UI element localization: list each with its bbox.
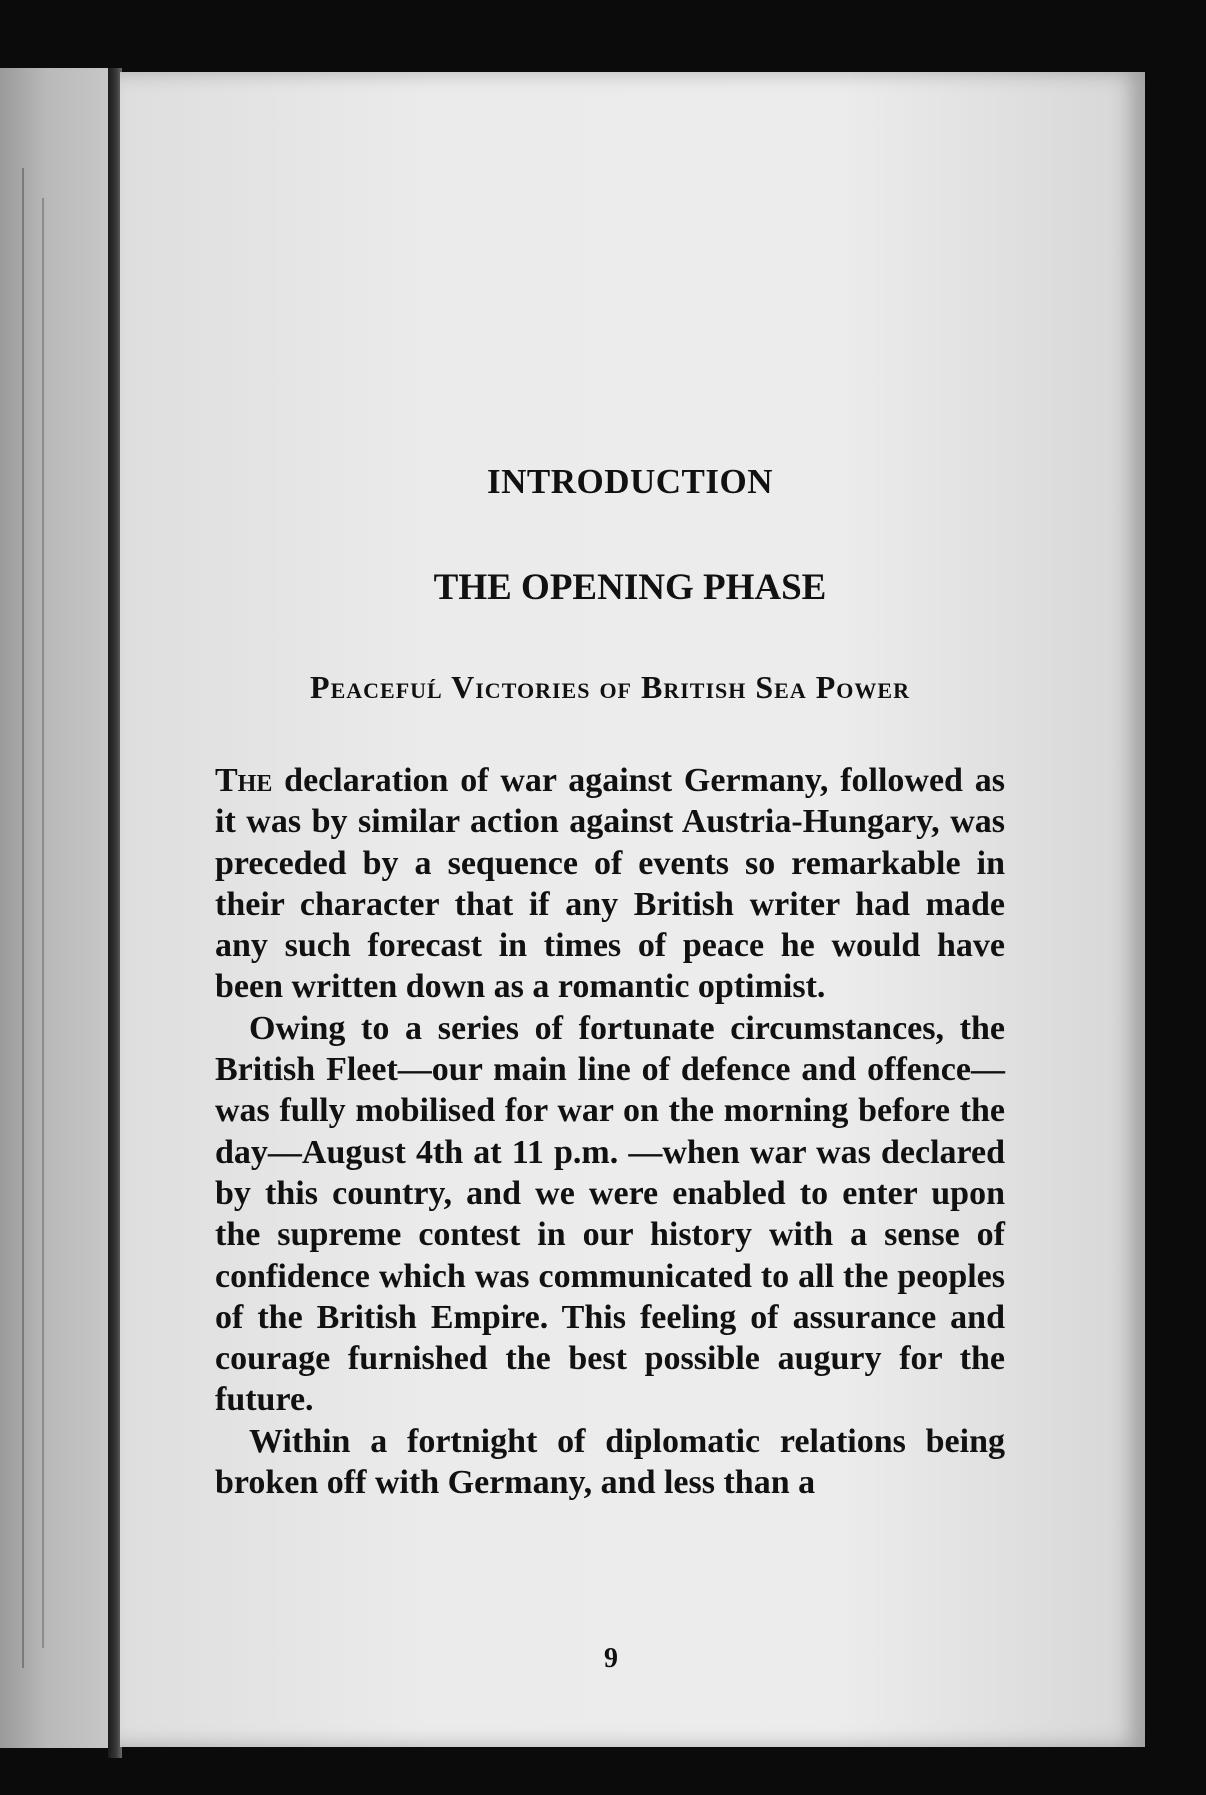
page-edge-shadow — [1145, 60, 1206, 1795]
facing-page-rule — [42, 198, 44, 1648]
page-text — [215, 462, 1005, 1503]
paragraph-lead: The — [215, 762, 273, 799]
chapter-subtitle: Peacefuĺ Victories of British Sea Power — [310, 669, 910, 705]
paragraph-1 — [215, 760, 1005, 1008]
facing-page — [0, 68, 118, 1748]
paragraph-text: declaration of war against Germany, followed as it was by similar action against Austria-Hungary, was preceded by a sequence of events so remarkable in their character that if any British writer had made any such forecast in times of peace he would have been written down as a romantic optimist. — [215, 762, 1005, 1006]
facing-page-rule — [22, 168, 24, 1668]
page-number: 9 — [604, 1643, 618, 1674]
paragraph-3: Within a fortnight of diplomatic relations being broken off with Germany, and less than a — [215, 1422, 1005, 1502]
section-heading: INTRODUCTION — [486, 462, 774, 501]
paragraph-2: Owing to a series of fortunate circumstances, the British Fleet—our main line of defence and offence—was fully mobilised for war on the morning before the day—August 4th at 11 p.m. —when war was declared by this country, and we were enabled to enter upon the supreme contest in our history with a sense of confidence which was communicated to all the peoples of the British Empire. This feeling of assurance and courage furnished the best possible augury for the future. — [215, 1009, 1005, 1419]
chapter-title: THE OPENING PHASE — [433, 567, 827, 608]
